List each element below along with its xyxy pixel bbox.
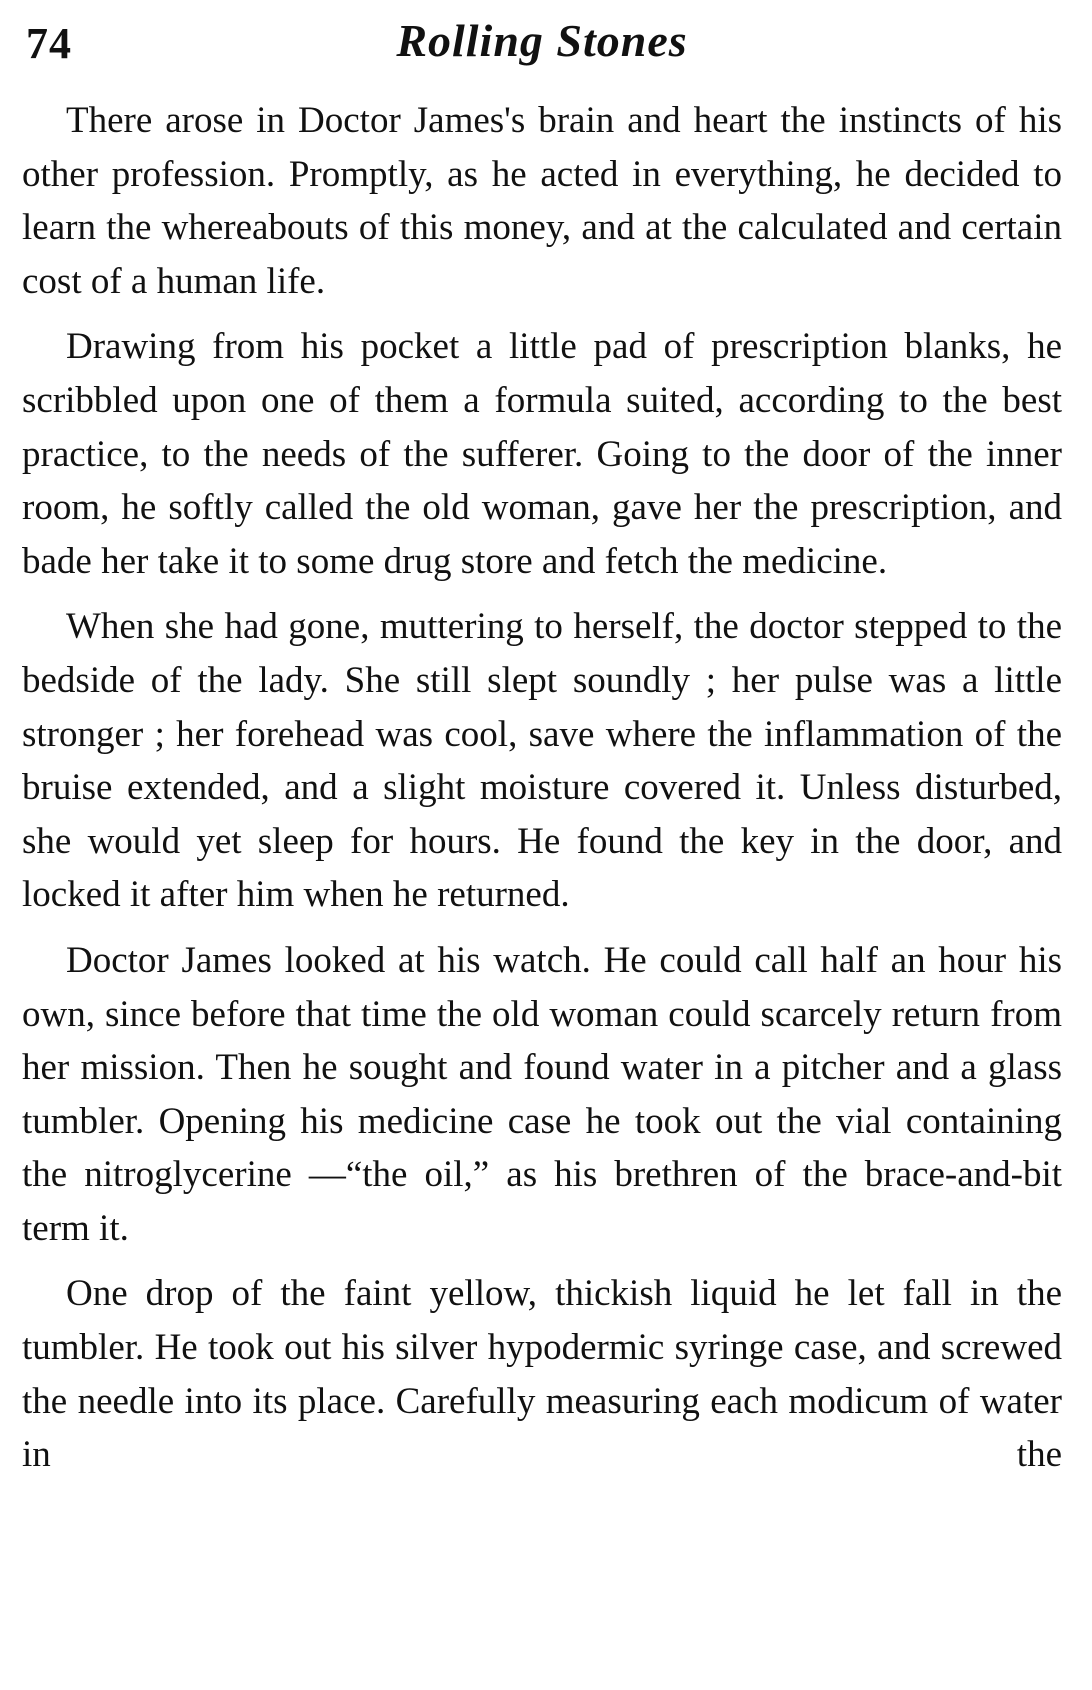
paragraph: Drawing from his pocket a little pad of prescription blanks, he scribbled upon one of them a formula suited, according to the best practice, to the needs of the sufferer. Going to the door of the inner room, he softly called the old woman, gave her the prescription, and bade her take it to some drug store and fetch the medicine. (22, 326, 1062, 582)
paragraph: There arose in Doctor James's brain and heart the instincts of his other profession. Promptly, as he acted in everything, he decided to learn the whereabouts of this money, and at the calculated and certain cost of a human life. (22, 100, 1062, 302)
paragraph: Doctor James looked at his watch. He could call half an hour his own, since before that time the old woman could scarcely return from her mission. Then he sought and found water in a pitcher and a glass tumbler. Opening his medicine case he took out the vial containing the nitroglycerine —“the oil,” as his brethren of the brace-and-bit term it. (22, 939, 1062, 1249)
page-number: 74 (26, 19, 72, 68)
paragraph: When she had gone, muttering to herself, the doctor stepped to the bedside of the lady. She still slept soundly ; her pulse was a little stronger ; her forehead was cool, save where the inflammation of the bruise extended, and a slight moisture covered it. Unless disturbed, she would yet sleep for hours. He found the key in the door, and locked it after him when he returned. (22, 606, 1062, 916)
book-page (22, 0, 1062, 1690)
running-title: Rolling Stones (396, 15, 688, 66)
body-text (22, 94, 1062, 1494)
page-header (22, 0, 1062, 84)
paragraph-continued: One drop of the faint yellow, thickish liquid he let fall in the tumbler. He took out his silver hypodermic syringe case, and screwed the needle into its place. Carefully measuring each modicum of water in the (22, 1273, 1062, 1476)
